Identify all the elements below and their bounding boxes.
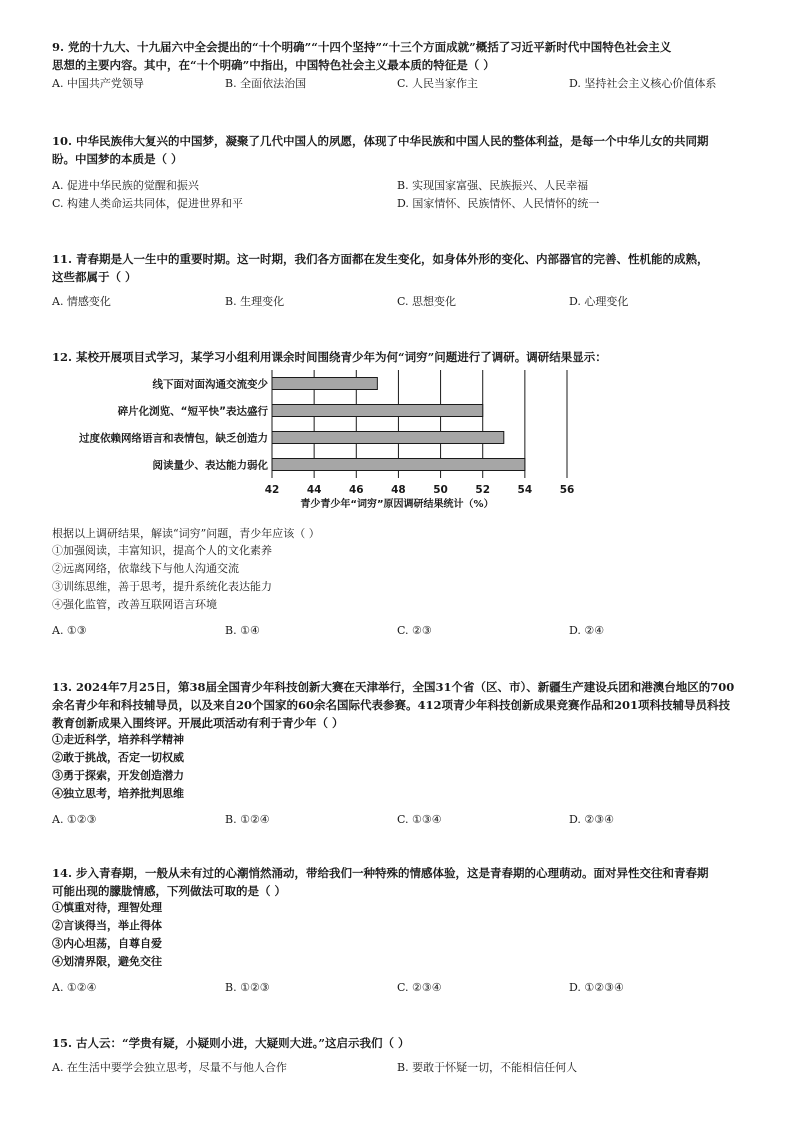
chart-tick-label: 44	[306, 484, 322, 496]
q14-option-c[interactable]: C. ②③④	[397, 981, 442, 994]
q11-stem-line1: 11. 青春期是人一生中的重要时期。这一时期，我们各方面都在发生变化，如身体外形的变化、内部器官的完善、性机能的成熟，	[52, 252, 709, 266]
q14-item-4: ④划清界限，避免交往	[52, 955, 162, 968]
chart-tick-label: 48	[391, 484, 406, 496]
chart-tick-label: 52	[475, 484, 491, 496]
q12-option-a[interactable]: A. ①③	[52, 624, 87, 637]
q13-item-3: ③勇于探索，开发创造潜力	[52, 769, 184, 782]
q14-option-b[interactable]: B. ①②③	[225, 981, 270, 994]
q15-option-b[interactable]: B. 要敢于怀疑一切，不能相信任何人	[397, 1061, 578, 1074]
q9-option-c[interactable]: C. 人民当家作主	[397, 77, 479, 90]
q12-after-text: 根据以上调研结果，解读“词穷”问题，青少年应该（ ）	[52, 527, 320, 540]
chart-bar	[272, 378, 377, 390]
q12-item-2: ②远离网络，依靠线下与他人沟通交流	[52, 562, 239, 575]
chart-tick-label: 42	[264, 484, 280, 496]
q9-stem-line1: 9. 党的十九大、十九届六中全会提出的“十个明确”“十四个坚持”“十三个方面成就”概括了习近平新时代中国特色社会主义	[52, 40, 672, 54]
q14-item-2: ②言谈得当，举止得体	[52, 919, 162, 932]
q14-stem-line1: 14. 步入青春期，一般从未有过的心潮悄然涌动，带给我们一种特殊的情感体验，这是青春期的心理萌动。面对异性交往和青春期	[52, 866, 709, 880]
q9-option-b[interactable]: B. 全面依法治国	[225, 77, 307, 90]
chart-bar	[272, 405, 483, 417]
q13-option-a[interactable]: A. ①②③	[52, 813, 97, 826]
q14-stem-line2: 可能出现的朦胧情感，下列做法可取的是（ ）	[52, 884, 287, 898]
q12-option-b[interactable]: B. ①④	[225, 624, 260, 637]
q11-option-a[interactable]: A. 情感变化	[52, 295, 111, 308]
chart-tick-label: 46	[348, 484, 364, 496]
q12-option-c[interactable]: C. ②③	[397, 624, 432, 637]
chart-x-axis-label: 青少青少年“词穷”原因调研结果统计（%）	[300, 499, 494, 510]
q11-stem-line2: 这些都属于（ ）	[52, 270, 137, 284]
q10-option-a[interactable]: A. 促进中华民族的觉醒和振兴	[52, 179, 199, 192]
chart-category-label: 线下面对面沟通交流变少	[152, 378, 268, 391]
q10-option-b[interactable]: B. 实现国家富强、民族振兴、人民幸福	[397, 179, 589, 192]
q13-option-c[interactable]: C. ①③④	[397, 813, 442, 826]
q13-stem-line3: 教育创新成果入围终评。开展此项活动有利于青少年（ ）	[52, 716, 344, 730]
q14-item-1: ①慎重对待，理智处理	[52, 901, 162, 914]
chart-category-label: 阅读量少、表达能力弱化	[152, 459, 268, 472]
chart-tick-label: 54	[517, 484, 533, 496]
q13-item-2: ②敢于挑战，否定一切权威	[52, 751, 184, 764]
chart-category-label: 过度依赖网络语言和表情包，缺乏创造力	[79, 432, 268, 445]
q12-stem-line1: 12. 某校开展项目式学习，某学习小组利用课余时间围绕青少年为何“词穷”问题进行了调研。调研结果显示：	[52, 350, 607, 364]
q10-option-d[interactable]: D. 国家情怀、民族情怀、人民情怀的统一	[397, 197, 600, 210]
q12-item-1: ①加强阅读，丰富知识，提高个人的文化素养	[52, 544, 272, 557]
q10-option-c[interactable]: C. 构建人类命运共同体，促进世界和平	[52, 197, 244, 210]
q12-bar-chart	[52, 366, 612, 516]
chart-category-label: 碎片化浏览、“短平快”表达盛行	[117, 405, 268, 418]
q12-item-3: ③训练思维，善于思考，提升系统化表达能力	[52, 580, 272, 593]
q9-option-a[interactable]: A. 中国共产党领导	[52, 77, 144, 90]
chart-tick-labels	[265, 484, 575, 496]
q14-option-a[interactable]: A. ①②④	[52, 981, 97, 994]
q12-option-d[interactable]: D. ②④	[569, 624, 605, 637]
q14-option-d[interactable]: D. ①②③④	[569, 981, 624, 994]
q15-stem-line1: 15. 古人云：“学贵有疑，小疑则小进，大疑则大进。”这启示我们（ ）	[52, 1036, 410, 1050]
q13-item-1: ①走近科学，培养科学精神	[52, 733, 184, 746]
q10-stem-line2: 盼。中国梦的本质是（ ）	[52, 152, 183, 166]
q10-stem-line1: 10. 中华民族伟大复兴的中国梦，凝聚了几代中国人的夙愿，体现了中华民族和中国人民的整体利益，是每一个中华儿女的共同期	[52, 134, 709, 148]
chart-category-labels	[78, 378, 268, 472]
q13-option-d[interactable]: D. ②③④	[569, 813, 615, 826]
q13-item-4: ④独立思考，培养批判思维	[52, 787, 184, 800]
q9-option-d[interactable]: D. 坚持社会主义核心价值体系	[569, 77, 717, 90]
q15-option-a[interactable]: A. 在生活中要学会独立思考，尽量不与他人合作	[52, 1061, 287, 1074]
chart-bar	[272, 432, 504, 444]
q14-item-3: ③内心坦荡，自尊自爱	[52, 937, 162, 950]
q9-stem-line2: 思想的主要内容。其中，在“十个明确”中指出，中国特色社会主义最本质的特征是（ ）	[52, 58, 495, 72]
q13-option-b[interactable]: B. ①②④	[225, 813, 270, 826]
q12-item-4: ④强化监管，改善互联网语言环境	[52, 598, 217, 611]
chart-tick-label: 50	[433, 484, 448, 496]
chart-bar	[272, 459, 525, 471]
q13-stem-line1: 13. 2024年7月25日，第38届全国青少年科技创新大赛在天津举行，全国31个省（区、市）、新疆生产建设兵团和港澳台地区的700	[52, 680, 735, 694]
chart-tick-label: 56	[559, 484, 575, 496]
q11-option-b[interactable]: B. 生理变化	[225, 295, 285, 308]
q13-stem-line2: 余名青少年和科技辅导员，以及来自20个国家的60余名国际代表参赛。412项青少年科技创新成果竞赛作品和201项科技辅导员科技	[52, 698, 731, 712]
q11-option-d[interactable]: D. 心理变化	[569, 295, 629, 308]
q11-option-c[interactable]: C. 思想变化	[397, 295, 457, 308]
